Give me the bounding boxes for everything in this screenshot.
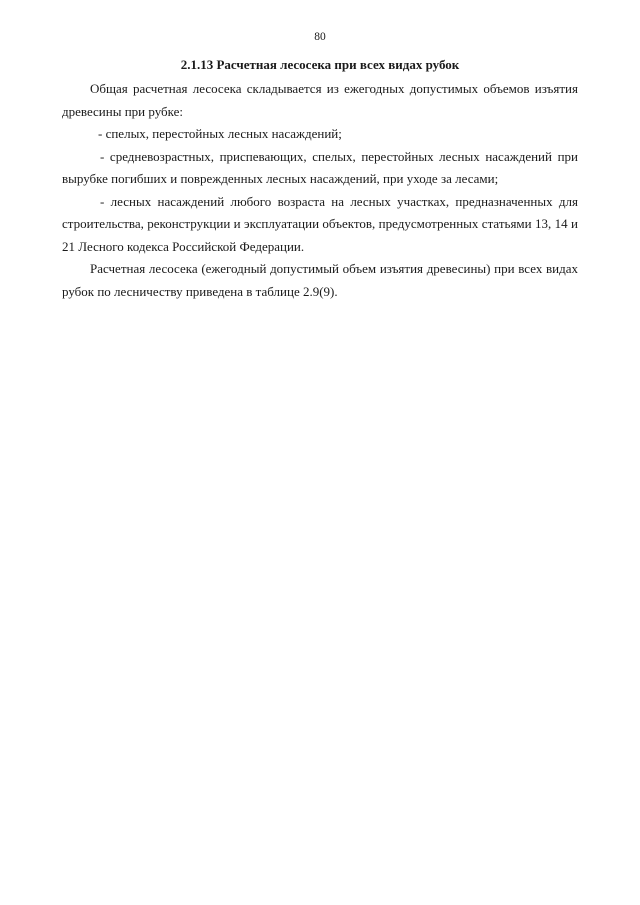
intro-paragraph: Общая расчетная лесосека складывается из ежегодных допустимых объемов изъятия древесины при рубке:: [62, 81, 578, 119]
list-item: - средневозрастных, приспевающих, спелых, перестойных лесных насаждений при вырубке погибших и поврежденных лесных насаждений, при уходе за лесами;: [62, 148, 578, 186]
closing-paragraph: Расчетная лесосека (ежегодный допустимый объем изъятия древесины) при всех видах рубок по лесничеству приведена в таблице 2.9(9).: [62, 261, 578, 299]
section-body: [62, 54, 578, 303]
page-number: 80: [314, 31, 326, 43]
list-item: - спелых, перестойных лесных насаждений;: [98, 126, 342, 141]
section-title: 2.1.13 Расчетная лесосека при всех видах рубок: [180, 57, 460, 72]
list-item: - лесных насаждений любого возраста на лесных участках, предназначенных для строительства, реконструкции и эксплуатации объектов, предусмотренных статьями 13, 14 и 21 Лесного кодекса Российской Федерации.: [62, 193, 578, 254]
